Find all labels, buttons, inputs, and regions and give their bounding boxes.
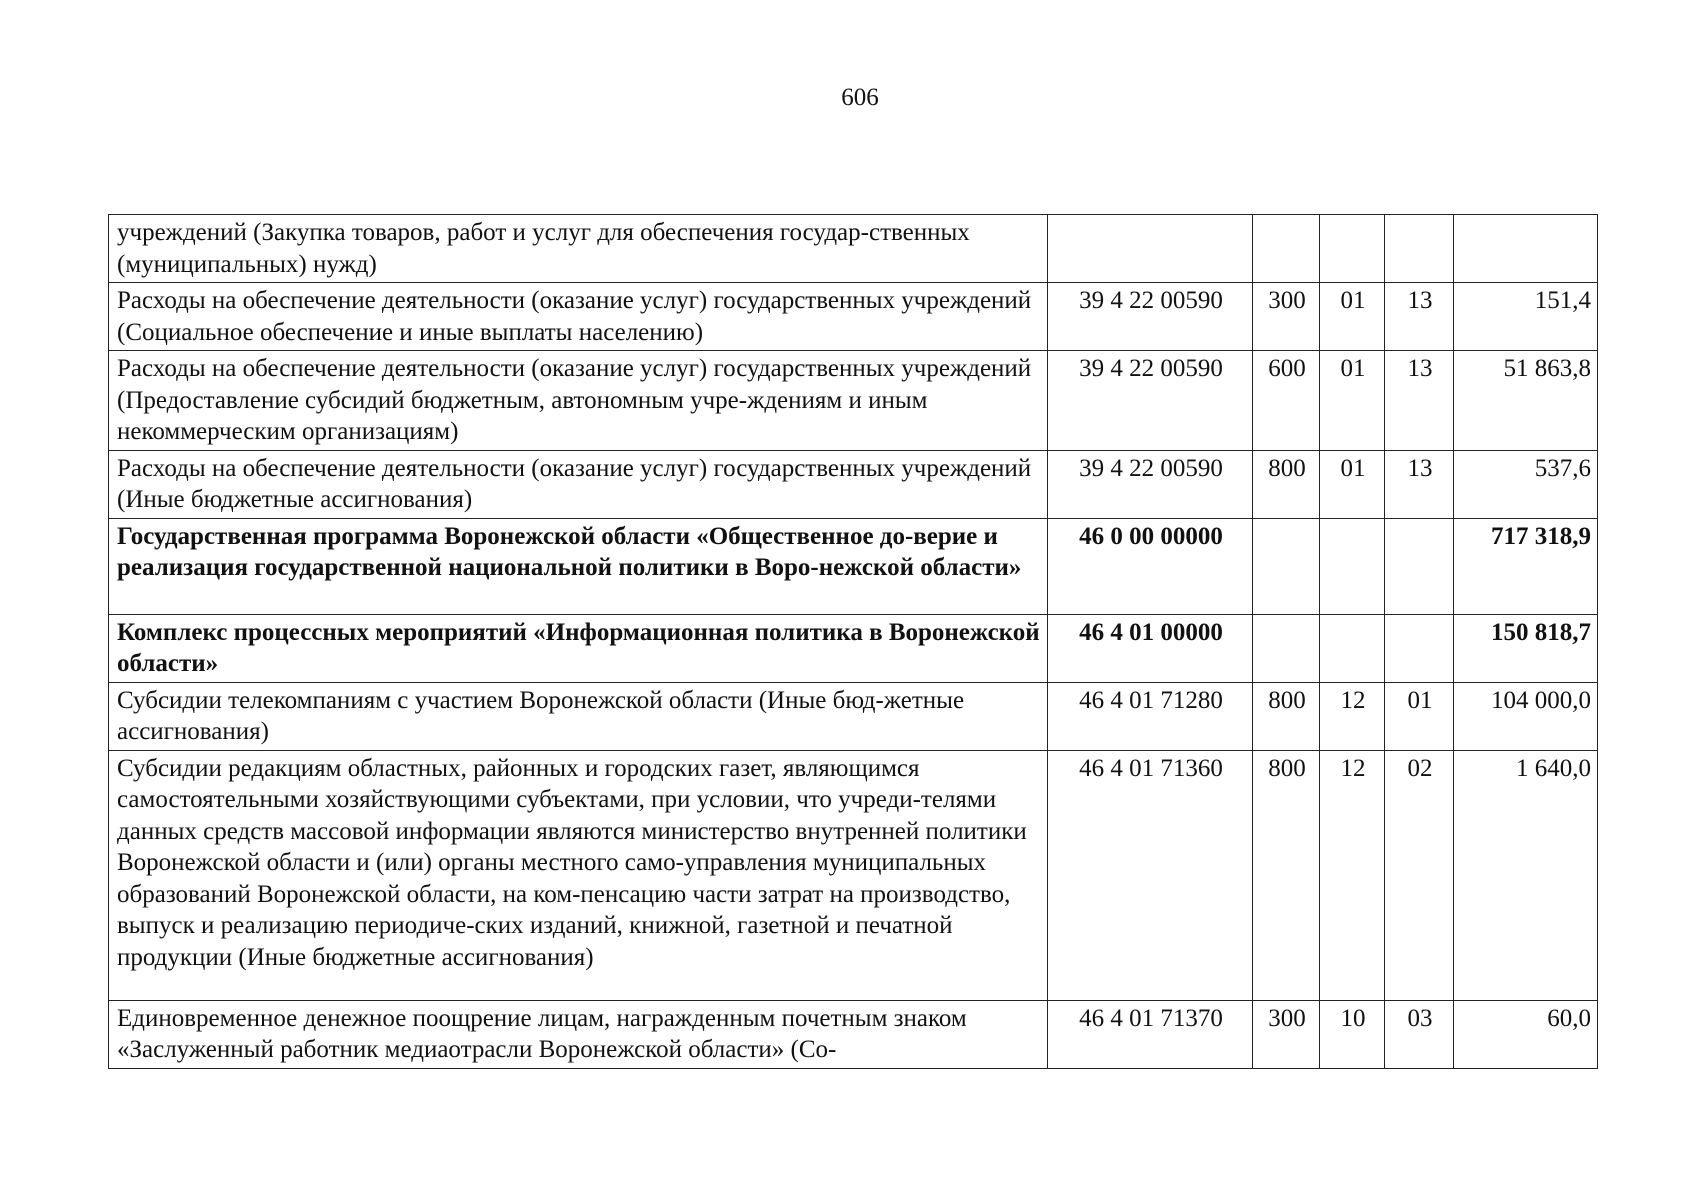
table-row [109, 215, 1598, 283]
row-description: Расходы на обеспечение деятельности (оказание услуг) государственных учреждений (Предоставление субсидий бюджетным, автономным учре-ждениям и иным некоммерческим организациям) [109, 351, 1048, 451]
table-row [109, 450, 1598, 518]
row-expense-type: 800 [1253, 682, 1320, 750]
row-expense-type [1253, 614, 1320, 682]
row-expense-type [1253, 215, 1320, 283]
row-section: 12 [1320, 750, 1385, 1000]
row-amount: 151,4 [1454, 283, 1598, 351]
row-amount: 104 000,0 [1454, 682, 1598, 750]
row-section: 01 [1320, 283, 1385, 351]
row-target-code: 46 4 01 71280 [1048, 682, 1253, 750]
row-subsection [1385, 518, 1454, 614]
row-section: 01 [1320, 450, 1385, 518]
row-expense-type: 800 [1253, 450, 1320, 518]
row-subsection: 02 [1385, 750, 1454, 1000]
table-row [109, 682, 1598, 750]
row-description: Субсидии телекомпаниям с участием Воронежской области (Иные бюд-жетные ассигнования) [109, 682, 1048, 750]
row-target-code: 46 4 01 71360 [1048, 750, 1253, 1000]
row-description: Государственная программа Воронежской области «Общественное до-верие и реализация государственной национальной политики в Воро-нежской области» [109, 518, 1048, 614]
row-section: 10 [1320, 1000, 1385, 1068]
row-subsection [1385, 215, 1454, 283]
row-description: учреждений (Закупка товаров, работ и услуг для обеспечения государ-ственных (муниципальных) нужд) [109, 215, 1048, 283]
row-subsection: 01 [1385, 682, 1454, 750]
row-description: Комплекс процессных мероприятий «Информационная политика в Воронежской области» [109, 614, 1048, 682]
table-row [109, 750, 1598, 1000]
row-amount: 60,0 [1454, 1000, 1598, 1068]
row-subsection [1385, 614, 1454, 682]
table-row [109, 351, 1598, 451]
row-target-code: 46 4 01 00000 [1048, 614, 1253, 682]
row-expense-type: 600 [1253, 351, 1320, 451]
row-target-code [1048, 215, 1253, 283]
row-amount [1454, 215, 1598, 283]
table-row [109, 518, 1598, 614]
row-amount: 717 318,9 [1454, 518, 1598, 614]
table-row [109, 1000, 1598, 1068]
row-subsection: 13 [1385, 283, 1454, 351]
row-expense-type: 300 [1253, 1000, 1320, 1068]
row-target-code: 39 4 22 00590 [1048, 450, 1253, 518]
row-description: Расходы на обеспечение деятельности (оказание услуг) государственных учреждений (Социальное обеспечение и иные выплаты населению) [109, 283, 1048, 351]
row-expense-type: 800 [1253, 750, 1320, 1000]
row-subsection: 13 [1385, 351, 1454, 451]
row-section [1320, 518, 1385, 614]
row-description: Субсидии редакциям областных, районных и городских газет, являющимся самостоятельными хозяйствующими субъектами, при условии, что учреди-телями данных средств массовой информации являются министерство внутренней политики Воронежской области и (или) органы местного само-управления муниципальных образований Воронежской области, на ком-пенсацию части затрат на производство, выпуск и реализацию периодиче-ских изданий, книжной, газетной и печатной продукции (Иные бюджетные ассигнования) [109, 750, 1048, 1000]
row-target-code: 46 4 01 71370 [1048, 1000, 1253, 1068]
page-number: 606 [841, 84, 879, 111]
row-target-code: 46 0 00 00000 [1048, 518, 1253, 614]
row-amount: 1 640,0 [1454, 750, 1598, 1000]
row-section [1320, 614, 1385, 682]
row-section [1320, 215, 1385, 283]
row-amount: 150 818,7 [1454, 614, 1598, 682]
row-amount: 537,6 [1454, 450, 1598, 518]
row-subsection: 13 [1385, 450, 1454, 518]
row-target-code: 39 4 22 00590 [1048, 351, 1253, 451]
row-description: Расходы на обеспечение деятельности (оказание услуг) государственных учреждений (Иные бюджетные ассигнования) [109, 450, 1048, 518]
row-section: 01 [1320, 351, 1385, 451]
row-target-code: 39 4 22 00590 [1048, 283, 1253, 351]
row-description: Единовременное денежное поощрение лицам, награжденным почетным знаком «Заслуженный работник медиаотрасли Воронежской области» (Со- [109, 1000, 1048, 1068]
row-subsection: 03 [1385, 1000, 1454, 1068]
table-row [109, 283, 1598, 351]
row-expense-type: 300 [1253, 283, 1320, 351]
table-row [109, 614, 1598, 682]
row-expense-type [1253, 518, 1320, 614]
budget-table [108, 214, 1598, 1069]
row-amount: 51 863,8 [1454, 351, 1598, 451]
row-section: 12 [1320, 682, 1385, 750]
